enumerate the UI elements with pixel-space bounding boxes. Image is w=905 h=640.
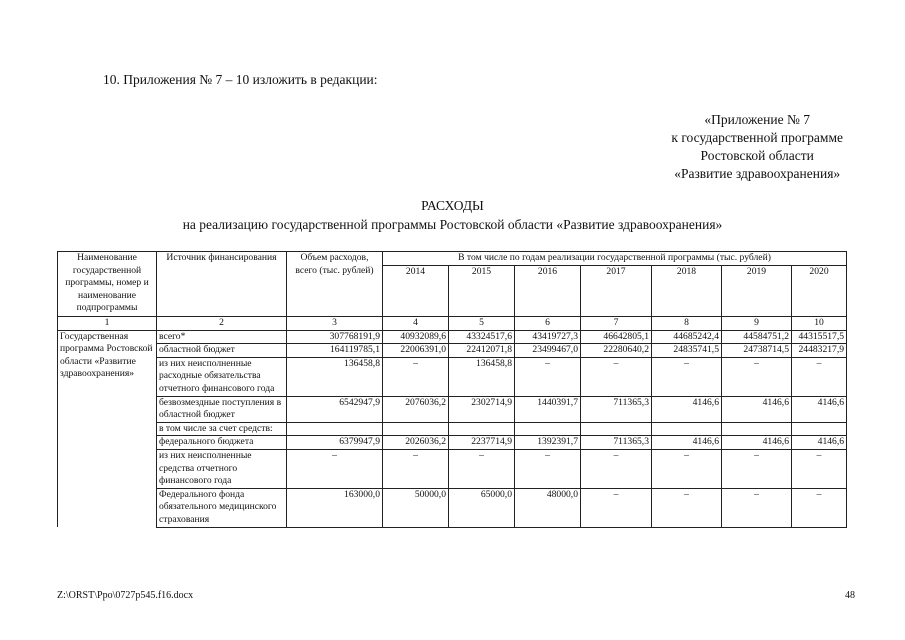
appendix-line-3: Ростовской области [700,148,814,163]
value-cell: – [792,449,847,488]
value-cell: 4146,6 [722,436,792,450]
title-main: РАСХОДЫ [421,198,484,213]
value-cell [449,422,515,436]
file-path: Z:\ORST\Ppo\0727p545.f16.docx [57,590,194,601]
header-name: Наименование государственной программы, номер и наименование подпрограммы [58,252,157,317]
value-cell: 4146,6 [722,396,792,422]
value-cell [383,422,449,436]
value-cell [792,422,847,436]
value-cell: 2302714,9 [449,396,515,422]
intro-line: 10. Приложения № 7 – 10 изложить в редакции: [103,72,378,87]
value-cell: 44315517,5 [792,330,847,344]
col-number: 2 [157,317,287,331]
value-cell: – [449,449,515,488]
value-cell: 6542947,9 [287,396,383,422]
value-cell: 44584751,2 [722,330,792,344]
source-cell: из них неисполненные расходные обязательства отчетного финансового года [157,357,287,396]
value-cell: – [515,357,581,396]
value-cell: 24738714,5 [722,344,792,358]
value-cell [515,422,581,436]
value-cell [581,422,652,436]
header-year: 2016 [515,266,581,317]
appendix-line-2: к государственной программе [671,130,843,145]
col-number: 8 [652,317,722,331]
value-cell: 44685242,4 [652,330,722,344]
value-cell: 307768191,9 [287,330,383,344]
title-sub: на реализацию государственной программы Ростовской области «Развитие здравоохранения» [182,217,723,232]
value-cell: – [652,488,722,527]
table-row [58,357,847,396]
table-row [58,330,847,344]
value-cell: 43419727,3 [515,330,581,344]
table-row [58,449,847,488]
value-cell: 46642805,1 [581,330,652,344]
col-number: 10 [792,317,847,331]
value-cell: 6379947,9 [287,436,383,450]
col-number: 9 [722,317,792,331]
source-cell: в том числе за счет средств: [157,422,287,436]
value-cell: 4146,6 [652,396,722,422]
header-row-1 [58,252,847,266]
value-cell: 65000,0 [449,488,515,527]
document-title [0,196,905,234]
value-cell: 136458,8 [449,357,515,396]
value-cell: 711365,3 [581,436,652,450]
source-cell: всего* [157,330,287,344]
header-year: 2017 [581,266,652,317]
col-number: 5 [449,317,515,331]
value-cell: 24835741,5 [652,344,722,358]
table-row [58,436,847,450]
value-cell: 136458,8 [287,357,383,396]
table-row [58,422,847,436]
value-cell: – [652,357,722,396]
value-cell [287,422,383,436]
value-cell: 163000,0 [287,488,383,527]
value-cell: – [792,357,847,396]
value-cell: 24483217,9 [792,344,847,358]
header-year: 2015 [449,266,515,317]
expenses-table [57,251,847,528]
value-cell: – [383,449,449,488]
source-cell: безвозмездные поступления в областной бюджет [157,396,287,422]
header-year: 2019 [722,266,792,317]
value-cell: – [722,449,792,488]
value-cell: 4146,6 [792,436,847,450]
value-cell: – [581,488,652,527]
value-cell: – [792,488,847,527]
value-cell: 2076036,2 [383,396,449,422]
value-cell: – [722,488,792,527]
appendix-line-4: «Развитие здравоохранения» [674,166,841,181]
value-cell: 22412071,8 [449,344,515,358]
table-row [58,396,847,422]
appendix-caption [671,111,843,183]
source-cell: областной бюджет [157,344,287,358]
program-name: Государственная программа Ростовской области «Развитие здравоохранения» [58,330,157,527]
col-number: 6 [515,317,581,331]
source-cell: федерального бюджета [157,436,287,450]
column-number-row [58,317,847,331]
col-number: 1 [58,317,157,331]
col-number: 3 [287,317,383,331]
value-cell: 1392391,7 [515,436,581,450]
header-year: 2020 [792,266,847,317]
value-cell: 2237714,9 [449,436,515,450]
col-number: 4 [383,317,449,331]
value-cell: 50000,0 [383,488,449,527]
value-cell: 23499467,0 [515,344,581,358]
value-cell: 4146,6 [792,396,847,422]
value-cell: – [652,449,722,488]
table-row [58,488,847,527]
value-cell: – [515,449,581,488]
value-cell: 48000,0 [515,488,581,527]
value-cell: 22006391,0 [383,344,449,358]
value-cell: 43324517,6 [449,330,515,344]
page-number: 48 [845,590,855,601]
value-cell: 1440391,7 [515,396,581,422]
source-cell: из них неисполненные средства отчетного финансового года [157,449,287,488]
value-cell: 711365,3 [581,396,652,422]
value-cell [722,422,792,436]
value-cell [652,422,722,436]
value-cell: – [581,357,652,396]
value-cell: 4146,6 [652,436,722,450]
value-cell: 2026036,2 [383,436,449,450]
appendix-line-1: «Приложение № 7 [704,112,810,127]
header-source: Источник финансирования [157,252,287,317]
source-cell: Федерального фонда обязательного медицинского страхования [157,488,287,527]
value-cell: – [581,449,652,488]
value-cell: 22280640,2 [581,344,652,358]
value-cell: – [287,449,383,488]
header-year: 2014 [383,266,449,317]
col-number: 7 [581,317,652,331]
value-cell: 40932089,6 [383,330,449,344]
value-cell: 164119785,1 [287,344,383,358]
value-cell: – [722,357,792,396]
header-total: Объем расходов, всего (тыс. рублей) [287,252,383,317]
header-years-group: В том числе по годам реализации государственной программы (тыс. рублей) [383,252,847,266]
value-cell: – [383,357,449,396]
table-row [58,344,847,358]
header-year: 2018 [652,266,722,317]
